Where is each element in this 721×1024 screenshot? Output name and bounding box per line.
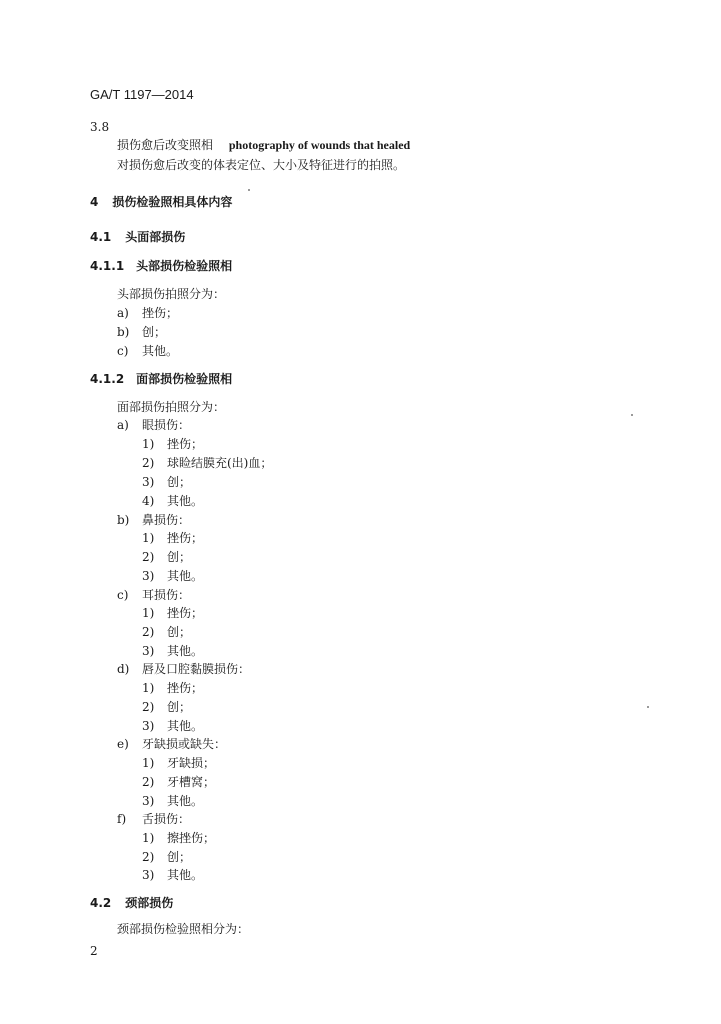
section-4-1-2-heading <box>90 372 232 386</box>
list-item: 1) 牙缺损； <box>142 756 216 770</box>
section-4-1-2-intro: 面部损伤拍照分为： <box>117 400 226 414</box>
term-chinese: 损伤愈后改变照相 <box>117 138 214 152</box>
list-item: c) 其他。 <box>117 344 179 358</box>
list-item: 4) 其他。 <box>142 494 204 508</box>
list-item: 3) 其他。 <box>142 719 204 733</box>
section-4-1-1-intro: 头部损伤拍照分为： <box>117 287 226 301</box>
list-item: 1) 挫伤； <box>142 531 204 545</box>
list-item: 2) 创； <box>142 550 192 564</box>
page-number: 2 <box>90 944 98 958</box>
section-number: 4.1.2 <box>90 372 125 386</box>
list-group-eye: a) 眼损伤： <box>117 418 191 432</box>
list-item: 1) 挫伤； <box>142 681 204 695</box>
list-group-lip: d) 唇及口腔黏膜损伤： <box>117 662 251 676</box>
section-title: 颈部损伤 <box>125 896 174 910</box>
list-item: 3) 其他。 <box>142 644 204 658</box>
section-4-2-heading <box>90 896 173 910</box>
list-item: b) 创； <box>117 325 167 339</box>
section-4-1-heading <box>90 230 185 244</box>
section-title: 头部损伤检验照相 <box>136 259 233 273</box>
section-number: 4.2 <box>90 896 112 910</box>
list-group-tooth: e) 牙缺损或缺失： <box>117 737 227 751</box>
standard-code: GA/T 1197—2014 <box>90 87 194 102</box>
list-item: 3) 其他。 <box>142 569 204 583</box>
list-item: 2) 创； <box>142 850 192 864</box>
list-item: 2) 牙槽窝； <box>142 775 216 789</box>
scan-speck <box>248 189 250 191</box>
list-item: 3) 其他。 <box>142 868 204 882</box>
list-item: 3) 创； <box>142 475 192 489</box>
list-item: 3) 其他。 <box>142 794 204 808</box>
section-number: 4.1 <box>90 230 112 244</box>
section-title: 损伤检验照相具体内容 <box>112 195 233 209</box>
list-item: 1) 挫伤； <box>142 437 204 451</box>
section-4-1-1-heading <box>90 259 232 273</box>
scan-speck <box>647 706 649 708</box>
clause-3-8-number: 3.8 <box>90 120 110 134</box>
list-group-ear: c) 耳损伤： <box>117 588 191 602</box>
section-number: 4 <box>90 195 99 209</box>
list-item: a) 挫伤； <box>117 306 179 320</box>
list-item: 1) 擦挫伤； <box>142 831 216 845</box>
scan-speck <box>631 414 633 416</box>
clause-3-8-term <box>117 138 410 152</box>
list-item: 2) 创； <box>142 625 192 639</box>
list-item: 2) 球睑结膜充(出)血； <box>142 456 273 470</box>
list-group-tongue: f) 舌损伤： <box>117 812 191 826</box>
clause-3-8-definition: 对损伤愈后改变的体表定位、大小及特征进行的拍照。 <box>117 158 406 172</box>
section-4-2-intro: 颈部损伤检验照相分为： <box>117 922 250 936</box>
section-number: 4.1.1 <box>90 259 125 273</box>
term-english: photography of wounds that healed <box>228 138 411 152</box>
section-4-heading <box>90 195 232 209</box>
section-title: 面部损伤检验照相 <box>136 372 233 386</box>
section-title: 头面部损伤 <box>125 230 186 244</box>
list-group-nose: b) 鼻损伤： <box>117 513 191 527</box>
list-item: 2) 创； <box>142 700 192 714</box>
list-item: 1) 挫伤； <box>142 606 204 620</box>
